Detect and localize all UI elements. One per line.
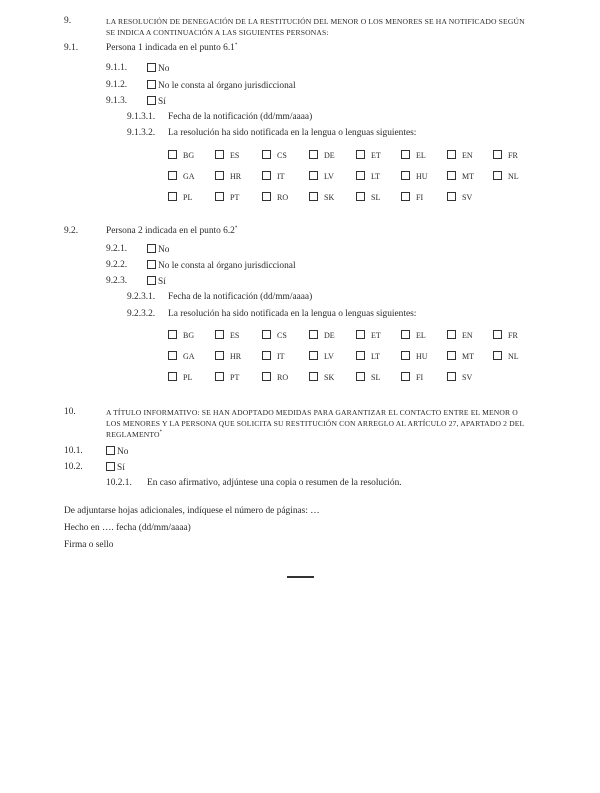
- language-code: CS: [277, 151, 287, 160]
- language-option-hr[interactable]: [215, 171, 241, 181]
- option-10-1-number: 10.1.: [64, 446, 83, 456]
- person-2-label: [106, 226, 237, 236]
- language-code: MT: [462, 352, 474, 361]
- language-option-bg[interactable]: [168, 330, 194, 340]
- language-code: HR: [230, 172, 242, 181]
- language-option-es[interactable]: [215, 330, 239, 340]
- language-code: DE: [324, 331, 335, 340]
- language-option-lt[interactable]: [356, 171, 380, 181]
- sub-10-2-1-number: 10.2.1.: [106, 478, 132, 488]
- person-2-label-text: Persona 2 indicada en el punto 6.2: [106, 226, 235, 236]
- option-label: No: [158, 245, 170, 255]
- language-code: CS: [277, 331, 287, 340]
- option-10-2[interactable]: [106, 462, 125, 473]
- language-option-pl[interactable]: [168, 372, 192, 382]
- language-code: ES: [230, 151, 240, 160]
- language-code: HR: [230, 352, 242, 361]
- footnote-marker: *: [234, 43, 238, 48]
- option-9-2-3[interactable]: [147, 276, 166, 287]
- checkbox[interactable]: [309, 351, 318, 360]
- checkbox[interactable]: [215, 171, 224, 180]
- language-code: GA: [183, 352, 195, 361]
- checkbox[interactable]: [106, 446, 115, 455]
- option-9-1-1-number: 9.1.1.: [106, 63, 128, 73]
- language-option-pt[interactable]: [215, 372, 239, 382]
- language-code: SV: [462, 373, 473, 382]
- language-code: BG: [183, 151, 195, 160]
- checkbox[interactable]: [147, 260, 156, 269]
- language-code: FR: [508, 151, 518, 160]
- language-code: IT: [277, 172, 285, 181]
- language-code: HU: [416, 172, 428, 181]
- checkbox[interactable]: [493, 351, 502, 360]
- language-code: EN: [462, 331, 473, 340]
- language-option-sl[interactable]: [356, 372, 380, 382]
- language-code: BG: [183, 331, 195, 340]
- language-code: SK: [324, 373, 335, 382]
- language-option-mt[interactable]: [447, 171, 474, 181]
- option-label: Sí: [158, 97, 166, 107]
- language-option-es[interactable]: [215, 150, 239, 160]
- language-option-nl[interactable]: [493, 171, 519, 181]
- language-option-hu[interactable]: [401, 351, 428, 361]
- checkbox[interactable]: [309, 150, 318, 159]
- checkbox[interactable]: [447, 330, 456, 339]
- section-10-number: 10.: [64, 407, 76, 417]
- checkbox[interactable]: [356, 330, 365, 339]
- checkbox[interactable]: [309, 330, 318, 339]
- checkbox[interactable]: [356, 150, 365, 159]
- checkbox[interactable]: [401, 150, 410, 159]
- language-code: SL: [371, 193, 381, 202]
- language-option-cs[interactable]: [262, 330, 287, 340]
- checkbox[interactable]: [215, 192, 224, 201]
- language-code: ET: [371, 151, 381, 160]
- language-code: PL: [183, 193, 193, 202]
- footnote-marker: *: [234, 226, 238, 231]
- option-label: No le consta al órgano jurisdiccional: [158, 261, 296, 271]
- section-10-title-line2: LOS MENORES Y LA PERSONA QUE SOLICITA SU RESTITUCIÓN CON ARREGLO AL ARTÍCULO 27, APARTADO 2 DEL: [106, 419, 525, 428]
- option-9-1-2-number: 9.1.2.: [106, 80, 128, 90]
- language-code: PT: [230, 193, 240, 202]
- language-option-ro[interactable]: [262, 372, 288, 382]
- language-code: EL: [416, 331, 426, 340]
- additional-pages-text: De adjuntarse hojas adicionales, indíquese el número de páginas: …: [64, 506, 320, 516]
- language-option-en[interactable]: [447, 330, 473, 340]
- language-option-lv[interactable]: [309, 171, 334, 181]
- language-option-pl[interactable]: [168, 192, 192, 202]
- option-label: No: [158, 64, 170, 74]
- section-9-title-line2: SE INDICA A CONTINUACIÓN A LAS SIGUIENTES PERSONAS:: [106, 28, 329, 37]
- checkbox[interactable]: [262, 372, 271, 381]
- language-option-hu[interactable]: [401, 171, 428, 181]
- checkbox[interactable]: [262, 351, 271, 360]
- language-option-lt[interactable]: [356, 351, 380, 361]
- option-9-1-2[interactable]: [147, 80, 296, 91]
- checkbox[interactable]: [262, 150, 271, 159]
- language-option-sk[interactable]: [309, 372, 334, 382]
- language-option-et[interactable]: [356, 150, 381, 160]
- language-code: NL: [508, 172, 519, 181]
- option-9-1-1[interactable]: [147, 63, 169, 74]
- checkbox[interactable]: [401, 330, 410, 339]
- option-9-1-3-number: 9.1.3.: [106, 96, 128, 106]
- section-9-number: 9.: [64, 16, 72, 26]
- section-10-title-line1: A TÍTULO INFORMATIVO: SE HAN ADOPTADO MEDIDAS PARA GARANTIZAR EL CONTACTO ENTRE EL MENOR O: [106, 408, 518, 417]
- language-code: NL: [508, 352, 519, 361]
- language-option-sv[interactable]: [447, 372, 472, 382]
- language-code: SK: [324, 193, 335, 202]
- language-option-de[interactable]: [309, 330, 335, 340]
- language-code: RO: [277, 193, 289, 202]
- checkbox[interactable]: [106, 462, 115, 471]
- language-option-pt[interactable]: [215, 192, 239, 202]
- language-option-el[interactable]: [401, 330, 426, 340]
- checkbox[interactable]: [401, 372, 410, 381]
- checkbox[interactable]: [447, 171, 456, 180]
- language-option-fr[interactable]: [493, 150, 518, 160]
- sub-9-1-3-1-number: 9.1.3.1.: [127, 112, 156, 122]
- language-option-ga[interactable]: [168, 171, 195, 181]
- language-option-de[interactable]: [309, 150, 335, 160]
- checkbox[interactable]: [447, 192, 456, 201]
- language-code: LV: [324, 352, 334, 361]
- language-option-ro[interactable]: [262, 192, 288, 202]
- language-code: IT: [277, 352, 285, 361]
- checkbox[interactable]: [493, 150, 502, 159]
- language-option-fi[interactable]: [401, 192, 423, 202]
- language-option-sv[interactable]: [447, 192, 472, 202]
- sub-9-1-3-1-label: Fecha de la notificación (dd/mm/aaaa): [168, 112, 313, 122]
- language-option-en[interactable]: [447, 150, 473, 160]
- language-code: DE: [324, 151, 335, 160]
- checkbox[interactable]: [215, 150, 224, 159]
- option-10-1[interactable]: [106, 446, 128, 457]
- language-code: PT: [230, 373, 240, 382]
- language-code: SL: [371, 373, 381, 382]
- language-code: ET: [371, 331, 381, 340]
- checkbox[interactable]: [168, 351, 177, 360]
- language-code: HU: [416, 352, 428, 361]
- sub-9-2-3-1-label: Fecha de la notificación (dd/mm/aaaa): [168, 292, 313, 302]
- language-code: LV: [324, 172, 334, 181]
- signature-text: Firma o sello: [64, 540, 114, 550]
- person-2-number: 9.2.: [64, 226, 79, 236]
- language-option-sl[interactable]: [356, 192, 380, 202]
- checkbox[interactable]: [262, 171, 271, 180]
- language-code: FI: [416, 373, 424, 382]
- language-code: RO: [277, 373, 289, 382]
- checkbox[interactable]: [356, 171, 365, 180]
- language-code: LT: [371, 172, 381, 181]
- checkbox[interactable]: [168, 330, 177, 339]
- language-option-it[interactable]: [262, 351, 285, 361]
- language-option-fr[interactable]: [493, 330, 518, 340]
- language-option-nl[interactable]: [493, 351, 519, 361]
- language-option-hr[interactable]: [215, 351, 241, 361]
- checkbox[interactable]: [168, 372, 177, 381]
- checkbox[interactable]: [356, 351, 365, 360]
- page-end-rule: [287, 576, 314, 578]
- checkbox[interactable]: [168, 150, 177, 159]
- option-9-2-2[interactable]: [147, 260, 296, 271]
- checkbox[interactable]: [356, 192, 365, 201]
- option-9-2-3-number: 9.2.3.: [106, 276, 128, 286]
- language-code: PL: [183, 373, 193, 382]
- footnote-marker: *: [159, 430, 163, 435]
- option-9-1-3[interactable]: [147, 96, 166, 107]
- option-label: No le consta al órgano jurisdiccional: [158, 81, 296, 91]
- checkbox[interactable]: [215, 351, 224, 360]
- checkbox[interactable]: [401, 171, 410, 180]
- language-option-el[interactable]: [401, 150, 426, 160]
- option-label: Sí: [117, 463, 125, 473]
- language-option-mt[interactable]: [447, 351, 474, 361]
- checkbox[interactable]: [215, 372, 224, 381]
- person-1-label: [106, 43, 237, 53]
- language-code: LT: [371, 352, 381, 361]
- sub-9-2-3-1-number: 9.2.3.1.: [127, 292, 156, 302]
- option-9-2-2-number: 9.2.2.: [106, 260, 128, 270]
- section-10-title-line3-text: REGLAMENTO: [106, 430, 160, 439]
- person-1-number: 9.1.: [64, 43, 79, 53]
- sub-9-1-3-2-number: 9.1.3.2.: [127, 128, 156, 138]
- sub-10-2-1-label: En caso afirmativo, adjúntese una copia o resumen de la resolución.: [147, 478, 402, 488]
- checkbox[interactable]: [147, 244, 156, 253]
- checkbox[interactable]: [147, 96, 156, 105]
- checkbox[interactable]: [447, 150, 456, 159]
- checkbox[interactable]: [493, 330, 502, 339]
- checkbox[interactable]: [356, 372, 365, 381]
- checkbox[interactable]: [147, 63, 156, 72]
- language-option-et[interactable]: [356, 330, 381, 340]
- checkbox[interactable]: [262, 192, 271, 201]
- option-label: No: [117, 447, 129, 457]
- language-option-cs[interactable]: [262, 150, 287, 160]
- done-at-text: Hecho en …. fecha (dd/mm/aaaa): [64, 523, 191, 533]
- sub-9-2-3-2-label: La resolución ha sido notificada en la lengua o lenguas siguientes:: [168, 309, 417, 319]
- language-option-it[interactable]: [262, 171, 285, 181]
- checkbox[interactable]: [262, 330, 271, 339]
- option-10-2-number: 10.2.: [64, 462, 83, 472]
- section-9-title-line1: LA RESOLUCIÓN DE DENEGACIÓN DE LA RESTITUCIÓN DEL MENOR O LOS MENORES SE HA NOTIFICADO SEGÚN: [106, 17, 525, 26]
- checkbox[interactable]: [147, 276, 156, 285]
- sub-9-2-3-2-number: 9.2.3.2.: [127, 309, 156, 319]
- language-code: EL: [416, 151, 426, 160]
- language-code: ES: [230, 331, 240, 340]
- language-option-sk[interactable]: [309, 192, 334, 202]
- option-label: Sí: [158, 277, 166, 287]
- checkbox[interactable]: [447, 351, 456, 360]
- person-1-label-text: Persona 1 indicada en el punto 6.1: [106, 43, 235, 53]
- checkbox[interactable]: [447, 372, 456, 381]
- section-10-title-line3: [106, 430, 162, 439]
- language-option-lv[interactable]: [309, 351, 334, 361]
- language-code: FR: [508, 331, 518, 340]
- option-9-2-1[interactable]: [147, 244, 169, 255]
- checkbox[interactable]: [215, 330, 224, 339]
- language-code: SV: [462, 193, 473, 202]
- checkbox[interactable]: [147, 80, 156, 89]
- language-option-fi[interactable]: [401, 372, 423, 382]
- checkbox[interactable]: [401, 192, 410, 201]
- sub-9-1-3-2-label: La resolución ha sido notificada en la lengua o lenguas siguientes:: [168, 128, 417, 138]
- checkbox[interactable]: [309, 171, 318, 180]
- checkbox[interactable]: [309, 372, 318, 381]
- language-code: FI: [416, 193, 424, 202]
- checkbox[interactable]: [309, 192, 318, 201]
- language-code: GA: [183, 172, 195, 181]
- language-option-bg[interactable]: [168, 150, 194, 160]
- checkbox[interactable]: [401, 351, 410, 360]
- checkbox[interactable]: [168, 171, 177, 180]
- language-option-ga[interactable]: [168, 351, 195, 361]
- checkbox[interactable]: [168, 192, 177, 201]
- language-code: EN: [462, 151, 473, 160]
- language-code: MT: [462, 172, 474, 181]
- option-9-2-1-number: 9.2.1.: [106, 244, 128, 254]
- checkbox[interactable]: [493, 171, 502, 180]
